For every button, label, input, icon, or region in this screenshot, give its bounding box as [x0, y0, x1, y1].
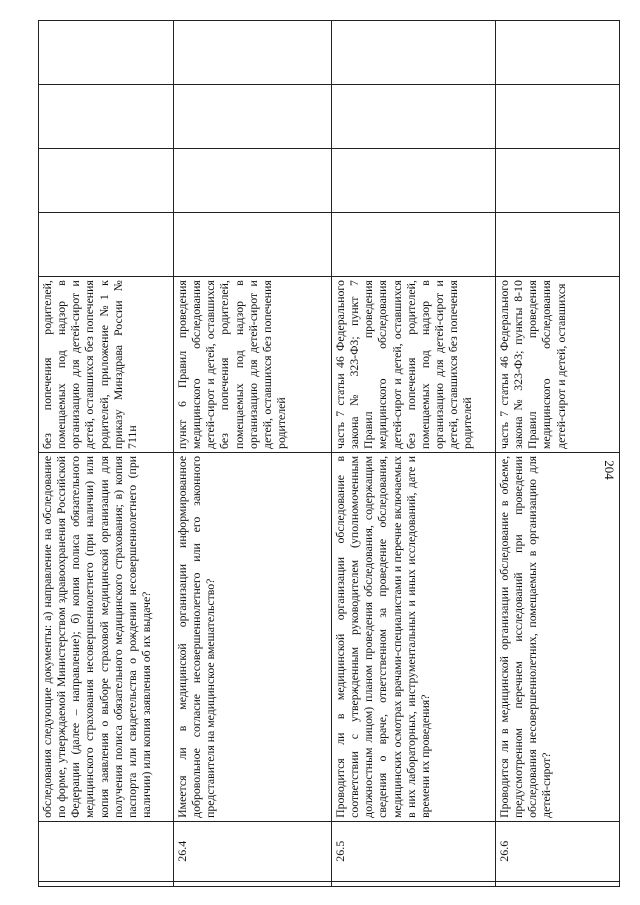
answer-cell-na[interactable] — [174, 85, 332, 149]
answer-cell-na[interactable] — [496, 85, 620, 149]
question-text: Проводится ли в медицинской организации обследование в объеме, предусмотренном перечнем исследований при проведении обследования несовершеннолетних, помещаемых в организацию для детей-сирот? — [496, 452, 620, 821]
notes-cell[interactable] — [39, 21, 174, 85]
page-number: 204 — [601, 460, 617, 480]
legal-reference: без попечения родителей, помещаемых под надзор в организацию для детей-сирот и детей, оставшихся без попечения родителей, приложение №1 к приказу Минздрава России № 711н — [39, 277, 174, 453]
table-row — [332, 21, 496, 887]
left-margin-cell — [174, 881, 332, 886]
item-number — [39, 821, 174, 881]
answer-cell-yes[interactable] — [496, 213, 620, 277]
question-text: обследования следующие документы: а) направление на обследование по форме, утверждаемой Министерством здравоохранения Российской Федерации (далее – направление); б) копия полиса обязательного медицинского страхования несовершеннолетнего (при наличии) или копия заявления о выборе страховой медицинской организации для получения полиса обязательного медицинского страхования; в) копия паспорта или свидетельства о рождении несовершеннолетнего (при наличии) или копия заявления об их выдаче? — [39, 452, 174, 821]
rotated-table-container — [38, 20, 607, 887]
item-number: 26.5 — [332, 821, 496, 881]
answer-cell-yes[interactable] — [39, 213, 174, 277]
notes-cell[interactable] — [332, 21, 496, 85]
notes-cell[interactable] — [174, 21, 332, 85]
left-margin-cell — [39, 881, 174, 886]
question-text: Имеется ли в медицинской организации информированное добровольное согласие несовершеннолетнего или его законного представителя на медицинское вмешательство? — [174, 452, 332, 821]
legal-reference: пункт 6 Правил проведения медицинского обследования детей-сирот и детей, оставшихся без попечения родителей, помещаемых под надзор в организацию для детей-сирот и детей, оставшихся без попечения родителей — [174, 277, 332, 453]
answer-cell-yes[interactable] — [174, 213, 332, 277]
answer-cell-no[interactable] — [39, 149, 174, 213]
question-text: Проводится ли в медицинской организации обследование в соответствии с утвержденным руководителем (уполномоченным должностным лицом) планом проведения обследования, содержащим сведения о враче, ответственном за проведение обследования, медицинских осмотрах врачами-специалистами и перечне включаемых в них лабораторных, инструментальных и иных исследований, дате и времени их проведения? — [332, 452, 496, 821]
legal-reference: часть 7 статьи 46 Федерального закона № 323-ФЗ; пункт 7 Правил проведения медицинского обследования детей-сирот и детей, оставшихся без попечения родителей, помещаемых под надзор в организацию для детей-сирот и детей, оставшихся без попечения родителей — [332, 277, 496, 453]
answer-cell-na[interactable] — [39, 85, 174, 149]
legal-reference: часть 7 статьи 46 Федерального закона № 323-ФЗ; пункты 8-10 Правил проведения медицинского обследования детей-сирот и детей, оставшихся — [496, 277, 620, 453]
table-row — [174, 21, 332, 887]
notes-cell[interactable] — [496, 21, 620, 85]
item-number: 26.6 — [496, 821, 620, 881]
answer-cell-no[interactable] — [174, 149, 332, 213]
answer-cell-na[interactable] — [332, 85, 496, 149]
answer-cell-yes[interactable] — [332, 213, 496, 277]
left-margin-cell — [332, 881, 496, 886]
table-row — [39, 21, 174, 887]
item-number: 26.4 — [174, 821, 332, 881]
left-margin-cell — [496, 881, 620, 886]
checklist-table — [38, 20, 620, 887]
answer-cell-no[interactable] — [496, 149, 620, 213]
table-row — [496, 21, 620, 887]
answer-cell-no[interactable] — [332, 149, 496, 213]
